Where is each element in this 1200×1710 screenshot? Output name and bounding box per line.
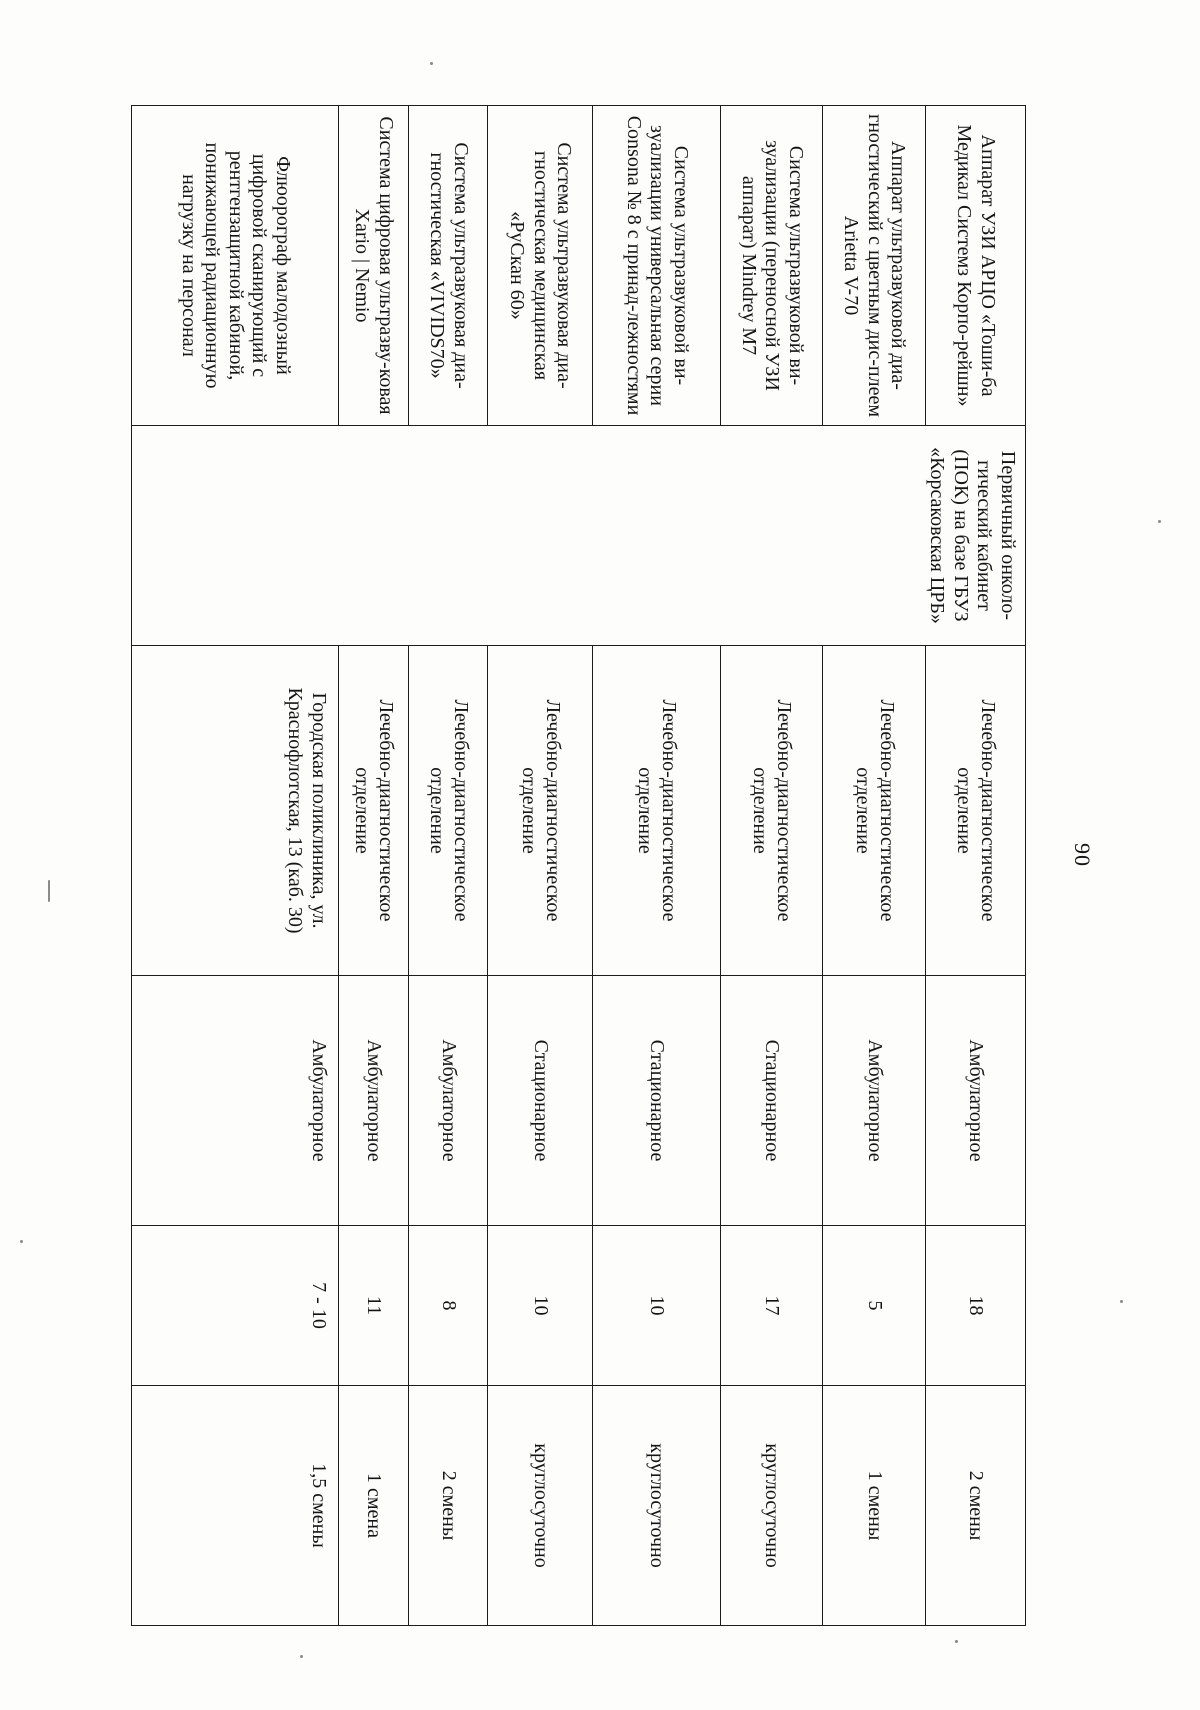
load-cell: 10 — [488, 1226, 593, 1386]
shift-cell: 1 смены — [823, 1386, 926, 1626]
load-cell: 7 - 10 — [132, 1226, 339, 1386]
device-name-cell: Флюорограф малодозный цифровой сканирующий с рентгензащитной кабиной, понижающей радиационную нагрузку на персонал — [132, 106, 339, 426]
device-name-cell: Система ультразвуковой ви-зуализации (переносной УЗИ аппарат) Mindrey M7 — [721, 106, 823, 426]
shift-cell: круглосуточно — [488, 1386, 593, 1626]
department-cell: Первичный онколо-гический кабинет (ПОК) на базе ГБУЗ «Корсаковская ЦРБ» — [132, 426, 1026, 646]
page-number: 90 — [1070, 843, 1095, 867]
service-mode-cell: Амбулаторное — [132, 976, 339, 1226]
table-row — [721, 106, 823, 1626]
device-name-cell: Система ультразвуковая диа-гностическая «VIVIDS70» — [409, 106, 488, 426]
scan-speck — [430, 62, 433, 65]
table-row — [823, 106, 926, 1626]
unit-cell: Лечебно-диагностическое отделение — [409, 646, 488, 976]
scan-speck — [1120, 1300, 1123, 1303]
device-name-cell: Аппарат ультразвуковой диа-гностический с цветным дис-плеем Arietta V-70 — [823, 106, 926, 426]
scan-speck — [1158, 520, 1161, 523]
service-mode-cell: Стационарное — [488, 976, 593, 1226]
unit-cell: Лечебно-диагностическое отделение — [926, 646, 1026, 976]
unit-cell: Лечебно-диагностическое отделение — [488, 646, 593, 976]
table-row — [488, 106, 593, 1626]
service-mode-cell: Стационарное — [593, 976, 721, 1226]
service-mode-cell: Амбулаторное — [409, 976, 488, 1226]
shift-cell: 1 смена — [339, 1386, 409, 1626]
unit-cell: Городская поликлиника, ул. Краснофлотская, 13 (каб. 30) — [132, 646, 339, 976]
shift-cell: 2 смены — [409, 1386, 488, 1626]
load-cell: 17 — [721, 1226, 823, 1386]
device-name-cell: Система ультразвуковая диа-гностическая медицинская «РуСкан 60» — [488, 106, 593, 426]
shift-cell: круглосуточно — [721, 1386, 823, 1626]
load-cell: 8 — [409, 1226, 488, 1386]
unit-cell: Лечебно-диагностическое отделение — [593, 646, 721, 976]
shift-cell: 2 смены — [926, 1386, 1026, 1626]
device-name-cell: Аппарат УЗИ АРЦО «Тоши-ба Медикал Системз Корпо-рейшн» — [926, 106, 1026, 426]
service-mode-cell: Амбулаторное — [926, 976, 1026, 1226]
device-name-cell: Система цифровая ультразву-ковая Xario | Nemio — [339, 106, 409, 426]
shift-cell: круглосуточно — [593, 1386, 721, 1626]
load-cell: 10 — [593, 1226, 721, 1386]
service-mode-cell: Стационарное — [721, 976, 823, 1226]
table-row — [593, 106, 721, 1626]
scan-speck — [48, 880, 50, 902]
equipment-table — [131, 105, 1026, 1626]
device-name-cell: Система ультразвуковой ви-зуализации универсальная серии Consona № 8 с принад-лежностями — [593, 106, 721, 426]
table-row — [132, 106, 339, 1626]
unit-cell: Лечебно-диагностическое отделение — [339, 646, 409, 976]
scan-speck — [300, 1655, 303, 1658]
load-cell: 11 — [339, 1226, 409, 1386]
service-mode-cell: Амбулаторное — [823, 976, 926, 1226]
service-mode-cell: Амбулаторное — [339, 976, 409, 1226]
scan-speck — [955, 1640, 958, 1643]
rotated-table-wrapper — [132, 105, 1026, 1625]
table-row — [926, 106, 1026, 1626]
load-cell: 18 — [926, 1226, 1026, 1386]
unit-cell: Лечебно-диагностическое отделение — [823, 646, 926, 976]
shift-cell: 1,5 смены — [132, 1386, 339, 1626]
scan-speck — [20, 1240, 23, 1243]
table-row — [409, 106, 488, 1626]
table-row — [339, 106, 409, 1626]
unit-cell: Лечебно-диагностическое отделение — [721, 646, 823, 976]
load-cell: 5 — [823, 1226, 926, 1386]
